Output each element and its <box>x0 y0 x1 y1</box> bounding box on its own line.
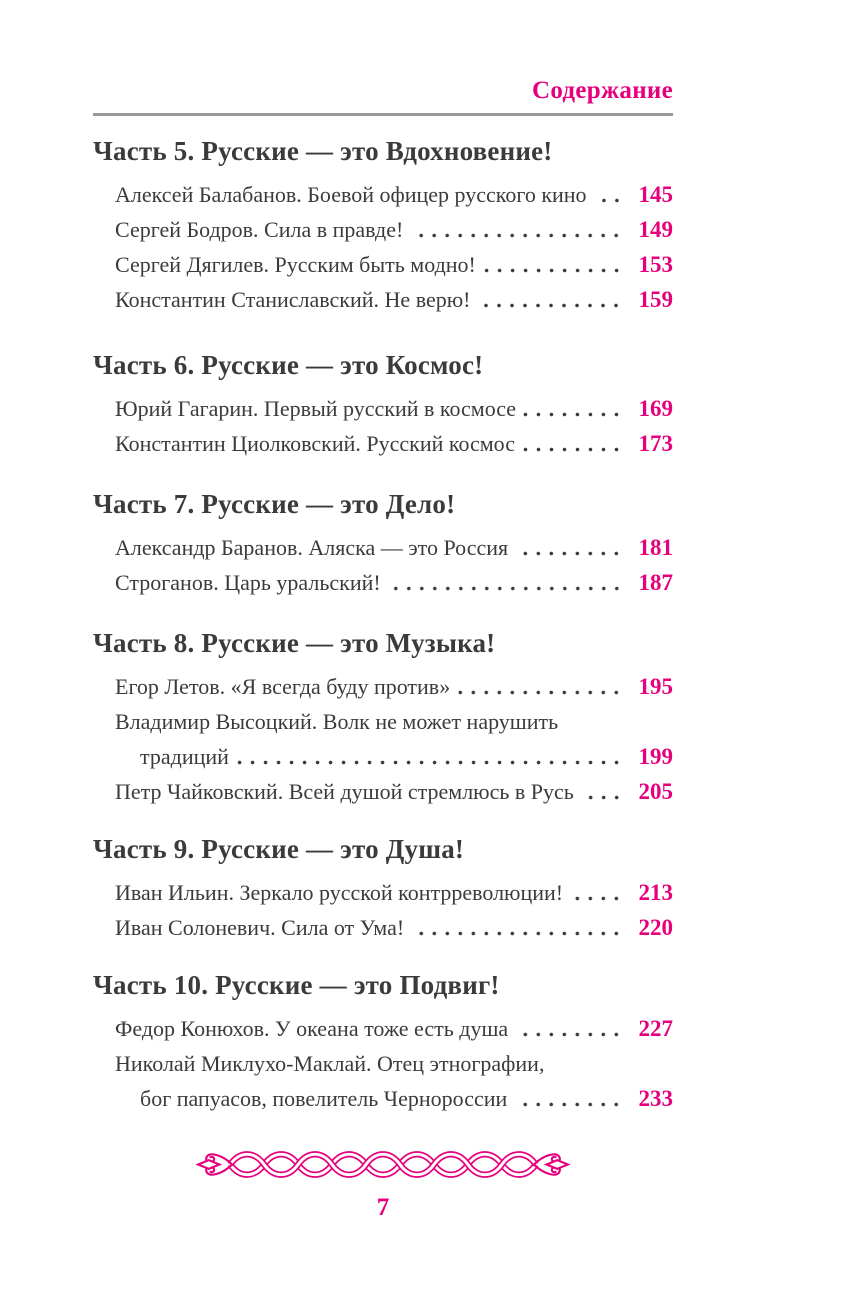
page-number: 7 <box>376 1194 390 1221</box>
dot-leader <box>522 447 623 452</box>
dot-leader <box>581 795 623 800</box>
entry-title: Федор Конюхов. У океана тоже есть душа <box>115 1016 509 1041</box>
toc-section <box>93 970 673 1116</box>
ornament-divider <box>93 1148 673 1186</box>
entry-page: 205 <box>638 779 673 804</box>
dot-leader <box>411 931 623 936</box>
entry-page: 187 <box>638 570 673 595</box>
toc-entry-line1 <box>93 704 673 739</box>
toc-section <box>93 136 673 317</box>
entry-page: 149 <box>638 217 673 242</box>
section-entries <box>93 669 673 809</box>
entry-page: 181 <box>638 535 673 560</box>
toc-entry <box>93 177 673 212</box>
entry-page: 199 <box>638 744 673 769</box>
entry-title: Егор Летов. «Я всегда буду против» <box>115 674 451 699</box>
section-heading: Часть 5. Русские — это Вдохновение! <box>93 136 553 166</box>
dot-leader <box>570 896 623 901</box>
toc-entry-line1 <box>93 1046 673 1081</box>
dot-leader <box>236 760 623 765</box>
entry-title: Александр Баранов. Аляска — это Россия <box>115 535 509 560</box>
section-entries <box>93 875 673 945</box>
toc-entry <box>93 774 673 809</box>
toc-entry <box>93 1011 673 1046</box>
entry-title: Константин Станиславский. Не верю! <box>115 287 471 312</box>
dot-leader <box>410 233 623 238</box>
entry-title: Юрий Гагарин. Первый русский в космосе <box>115 396 517 421</box>
dot-leader <box>594 198 623 203</box>
entry-page: 145 <box>638 182 673 207</box>
header-rule <box>93 113 673 116</box>
entry-page: 173 <box>638 431 673 456</box>
section-heading: Часть 8. Русские — это Музыка! <box>93 628 496 658</box>
toc-entry <box>93 530 673 565</box>
dot-leader <box>477 303 623 308</box>
section-entries <box>93 391 673 461</box>
toc-section <box>93 834 673 945</box>
toc-entry <box>93 391 673 426</box>
toc-entry <box>93 282 673 317</box>
section-entries <box>93 1011 673 1116</box>
section-heading: Часть 9. Русские — это Душа! <box>93 834 465 864</box>
entry-title: Иван Ильин. Зеркало русской контрреволюции! <box>115 880 564 905</box>
entry-title: Сергей Бодров. Сила в правде! <box>115 217 404 242</box>
section-heading: Часть 6. Русские — это Космос! <box>93 350 484 380</box>
page-title: Содержание <box>531 77 673 104</box>
entry-title: Константин Циолковский. Русский космос <box>115 431 515 456</box>
entry-page: 169 <box>638 396 673 421</box>
dot-leader <box>388 586 623 591</box>
toc-entry <box>93 426 673 461</box>
section-heading: Часть 7. Русские — это Дело! <box>93 489 456 519</box>
toc-entry-line2 <box>93 739 673 774</box>
dot-leader <box>457 690 623 695</box>
entry-title: Строганов. Царь уральский! <box>115 570 381 595</box>
entry-title-continuation: традиций <box>140 744 229 769</box>
toc-section <box>93 489 673 600</box>
dot-leader <box>514 1102 623 1107</box>
toc-entry <box>93 910 673 945</box>
dot-leader <box>515 551 623 556</box>
toc-entry-line2 <box>93 1081 673 1116</box>
toc-entry <box>93 565 673 600</box>
braided-knot-divider-icon <box>194 1148 572 1181</box>
entry-page: 233 <box>638 1086 673 1111</box>
entry-title: Петр Чайковский. Всей душой стремлюсь в Русь <box>115 779 574 804</box>
toc-content <box>93 0 673 1222</box>
toc-section <box>93 628 673 809</box>
entry-page: 159 <box>638 287 673 312</box>
entry-page: 220 <box>638 915 673 940</box>
entry-page: 153 <box>638 252 673 277</box>
entry-title: Сергей Дягилев. Русским быть модно! <box>115 252 476 277</box>
entry-title: Алексей Балабанов. Боевой офицер русского кино <box>115 182 587 207</box>
section-heading: Часть 10. Русские — это Подвиг! <box>93 970 500 1000</box>
entry-title-continuation: бог папуасов, повелитель Чернороссии <box>140 1086 508 1111</box>
dot-leader <box>483 268 623 273</box>
toc-entry <box>93 669 673 704</box>
dot-leader <box>523 412 623 417</box>
entry-page: 213 <box>638 880 673 905</box>
entry-page: 227 <box>638 1016 673 1041</box>
section-entries <box>93 177 673 317</box>
dot-leader <box>515 1032 623 1037</box>
toc-entry <box>93 875 673 910</box>
entry-title: Иван Солоневич. Сила от Ума! <box>115 915 405 940</box>
toc-entry <box>93 212 673 247</box>
section-entries <box>93 530 673 600</box>
toc-section <box>93 350 673 461</box>
entry-title: Владимир Высоцкий. Волк не может нарушить <box>115 709 559 734</box>
toc-entry <box>93 247 673 282</box>
entry-title: Николай Миклухо-Маклай. Отец этнографии, <box>115 1051 545 1076</box>
entry-page: 195 <box>638 674 673 699</box>
